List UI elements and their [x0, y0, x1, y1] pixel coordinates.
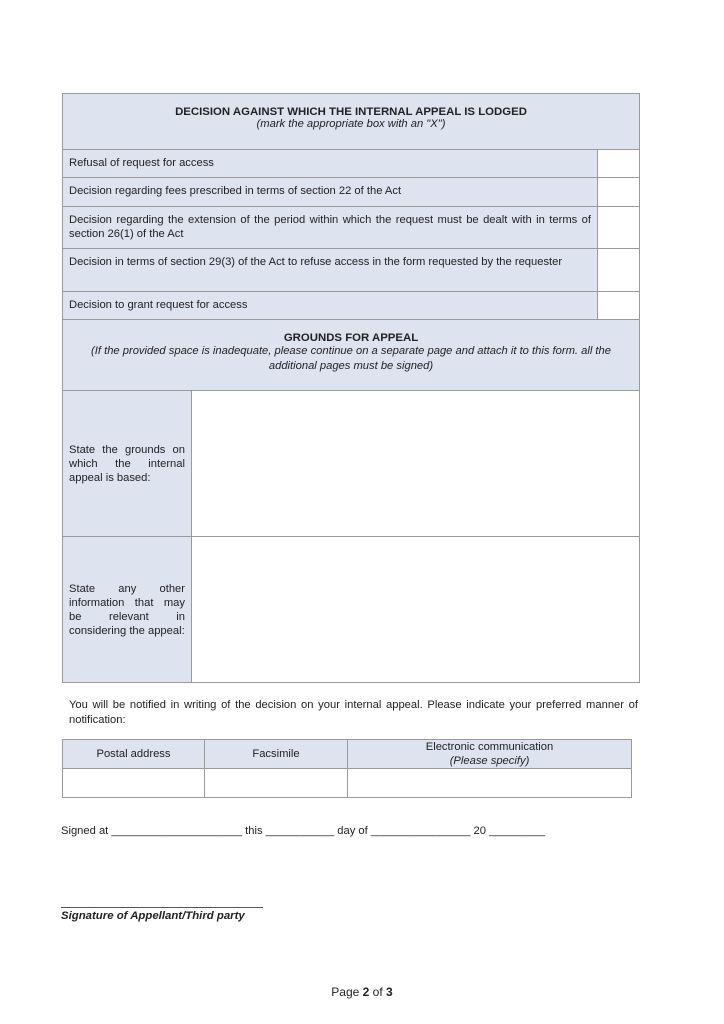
decision-option-label: Decision in terms of section 29(3) of the Act to refuse access in the form requested by the requester [63, 249, 598, 292]
notification-notice: You will be notified in writing of the decision on your internal appeal. Please indicate your preferred manner of notification: [69, 699, 638, 726]
signing-line [61, 825, 545, 837]
year-prefix: 20 [473, 825, 486, 837]
day-blank[interactable]: ___________ [265, 825, 335, 837]
decision-option-label: Decision regarding the extension of the period within which the request must be dealt with in terms of section 26(1) of the Act [63, 207, 598, 249]
notification-column-electronic [348, 740, 632, 769]
notification-column-sub: (Please specify) [449, 755, 530, 767]
decision-header [63, 94, 640, 150]
signature-line[interactable] [61, 907, 263, 908]
decision-option-label: Decision regarding fees prescribed in terms of section 22 of the Act [63, 178, 598, 207]
decision-title: DECISION AGAINST WHICH THE INTERNAL APPEAL IS LODGED [175, 106, 527, 118]
facsimile-input[interactable] [205, 769, 348, 798]
decision-subtitle: (mark the appropriate box with an "X") [256, 118, 446, 130]
day-of-label: day of [337, 825, 368, 837]
grounds-field-label: State the grounds on which the internal appeal is based: [69, 443, 185, 484]
notification-table [62, 739, 632, 798]
notification-column-facsimile [205, 740, 348, 769]
page-footer [0, 985, 724, 999]
of-word: of [372, 985, 383, 999]
notification-column-postal [63, 740, 205, 769]
signed-at-blank[interactable]: _____________________ [111, 825, 243, 837]
this-label: this [245, 825, 263, 837]
decision-option-checkbox[interactable] [598, 178, 640, 207]
decision-option-checkbox[interactable] [598, 292, 640, 320]
notification-column-label: Electronic communication [425, 741, 554, 753]
decision-option-checkbox[interactable] [598, 249, 640, 292]
decision-option-checkbox[interactable] [598, 150, 640, 178]
page-word: Page [331, 985, 360, 999]
grounds-field-input[interactable] [192, 391, 640, 537]
decision-grounds-table [62, 93, 640, 683]
month-blank[interactable]: ________________ [370, 825, 471, 837]
signed-at-label: Signed at [61, 825, 109, 837]
grounds-title: GROUNDS FOR APPEAL [283, 332, 419, 344]
grounds-subtitle: (If the provided space is inadequate, please continue on a separate page and attach it to this form. all the additional pages must be signed) [91, 345, 611, 372]
signature-label: Signature of Appellant/Third party [61, 910, 245, 922]
decision-option-checkbox[interactable] [598, 207, 640, 249]
notification-column-label: Facsimile [252, 748, 300, 760]
current-page: 2 [362, 985, 370, 999]
grounds-field-label-wrap [63, 443, 191, 485]
other-info-field-label: State any other information that may be relevant in considering the appeal: [69, 582, 185, 637]
year-blank[interactable]: _________ [489, 825, 546, 837]
other-info-field-input[interactable] [192, 537, 640, 683]
other-info-field-label-cell [63, 537, 192, 683]
total-pages: 3 [386, 985, 393, 999]
grounds-header [63, 320, 640, 391]
decision-option-label: Decision to grant request for access [63, 292, 598, 320]
postal-address-input[interactable] [63, 769, 205, 798]
other-info-field-label-wrap [63, 582, 191, 638]
electronic-communication-input[interactable] [348, 769, 632, 798]
decision-option-label: Refusal of request for access [63, 150, 598, 178]
notification-column-label: Postal address [96, 748, 171, 760]
grounds-field-label-cell [63, 391, 192, 537]
